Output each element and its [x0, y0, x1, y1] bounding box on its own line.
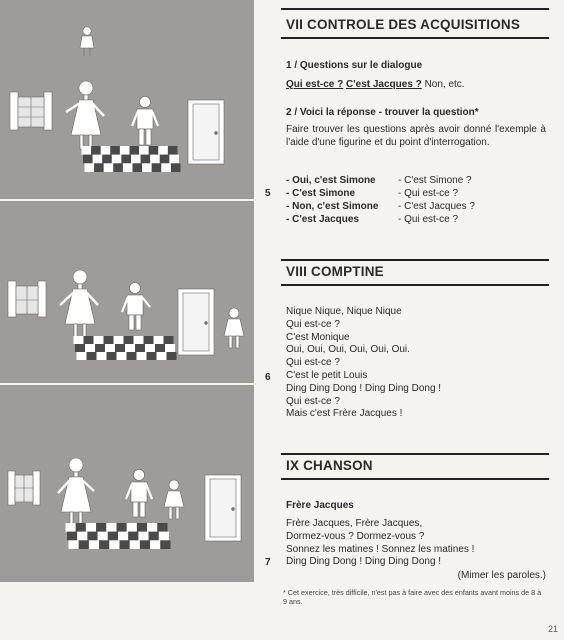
checkered-floor [82, 146, 181, 172]
comptine-line: Qui est-ce ? [286, 318, 340, 330]
comptine-line: Qui est-ce ? [286, 395, 340, 407]
qa-pair [286, 214, 548, 227]
q1-example-2: C'est Jacques ? [346, 79, 422, 90]
page-number: 21 [547, 624, 558, 634]
door-figure [178, 289, 214, 355]
qa-question: - Qui est-ce ? [398, 188, 459, 199]
song-verse [286, 518, 474, 569]
qa-pair [286, 201, 548, 214]
section-9-title: IX CHANSON [286, 458, 373, 473]
boy-figure [126, 470, 152, 518]
q2-body: Faire trouver les questions après avoir donné l'exemple à l'aide d'une figurine et du point d'interrogation. [286, 124, 546, 148]
q1-label: 1 / Questions sur le dialogue [286, 60, 423, 71]
comptine-line: C'est le petit Louis [286, 369, 368, 381]
illustration-panel-2 [0, 201, 254, 383]
window-figure [8, 471, 40, 505]
qa-question: - Qui est-ce ? [398, 214, 459, 225]
comptine-line: Nique Nique, Nique Nique [286, 306, 402, 317]
song-line: Sonnez les matines ! Sonnez les matines ! [286, 543, 475, 555]
comptine-line: Mais c'est Frère Jacques ! [286, 408, 403, 420]
q1-example-rest: Non, etc. [424, 79, 465, 90]
comptine-line: Oui, Oui, Oui, Oui, Oui, Oui. [286, 344, 410, 356]
line-marker-7: 7 [265, 557, 271, 568]
comptine-line: C'est Monique [286, 331, 350, 343]
q1-example-1: Qui est-ce ? [286, 79, 344, 90]
line-marker-6: 6 [265, 372, 271, 383]
qa-answer: - Non, c'est Simone [286, 201, 379, 212]
door-figure [205, 475, 241, 541]
line-marker-5: 5 [265, 188, 271, 199]
song-line: Frère Jacques, Frère Jacques, [286, 518, 423, 529]
section-9-top-rule [281, 453, 549, 455]
qa-pair [286, 175, 548, 188]
small-girl-figure [224, 308, 244, 348]
section-7-bottom-rule [281, 37, 549, 39]
q1-example-line [286, 79, 465, 92]
section-8-title: VIII COMPTINE [286, 264, 384, 279]
boy-figure [122, 283, 150, 331]
qa-question: - C'est Simone ? [398, 175, 472, 186]
q2-label: 2 / Voici la réponse - trouver la question* [286, 107, 479, 118]
door-figure [188, 100, 224, 164]
small-girl-figure [80, 27, 94, 56]
qa-answer: - C'est Jacques [286, 214, 359, 225]
footnote: * Cet exercice, très difficile, n'est pas à faire avec des enfants avant moins de 8 à 9 ans. [283, 588, 542, 606]
comptine-line: Ding Ding Dong ! Ding Ding Dong ! [286, 382, 442, 394]
section-8-bottom-rule [281, 284, 549, 286]
woman-figure [58, 458, 94, 526]
window-figure [8, 281, 46, 317]
song-line: Ding Ding Dong ! Ding Ding Dong ! [286, 556, 442, 568]
checkered-floor [66, 523, 171, 549]
song-title: Frère Jacques [286, 500, 354, 511]
small-girl-figure [164, 480, 184, 519]
comptine-line: Qui est-ce ? [286, 357, 340, 369]
woman-figure [60, 270, 98, 338]
stage-direction: (Mimer les paroles.) [457, 570, 546, 581]
comptine-verse [286, 306, 441, 421]
checkered-floor [74, 336, 177, 360]
section-8-top-rule [281, 259, 549, 261]
section-7-top-rule [281, 8, 549, 10]
illustration-panel-1 [0, 0, 254, 199]
section-9-bottom-rule [281, 478, 549, 480]
illustration-panel-3 [0, 385, 254, 582]
woman-figure [66, 81, 104, 149]
window-figure [10, 92, 52, 130]
song-line: Dormez-vous ? Dormez-vous ? [286, 530, 425, 542]
qa-answer: - Oui, c'est Simone [286, 175, 376, 186]
section-7-title: VII CONTROLE DES ACQUISITIONS [286, 17, 521, 32]
qa-pair [286, 188, 548, 201]
qa-question: - C'est Jacques ? [398, 201, 475, 212]
boy-figure [132, 97, 158, 146]
qa-answer: - C'est Simone [286, 188, 356, 199]
